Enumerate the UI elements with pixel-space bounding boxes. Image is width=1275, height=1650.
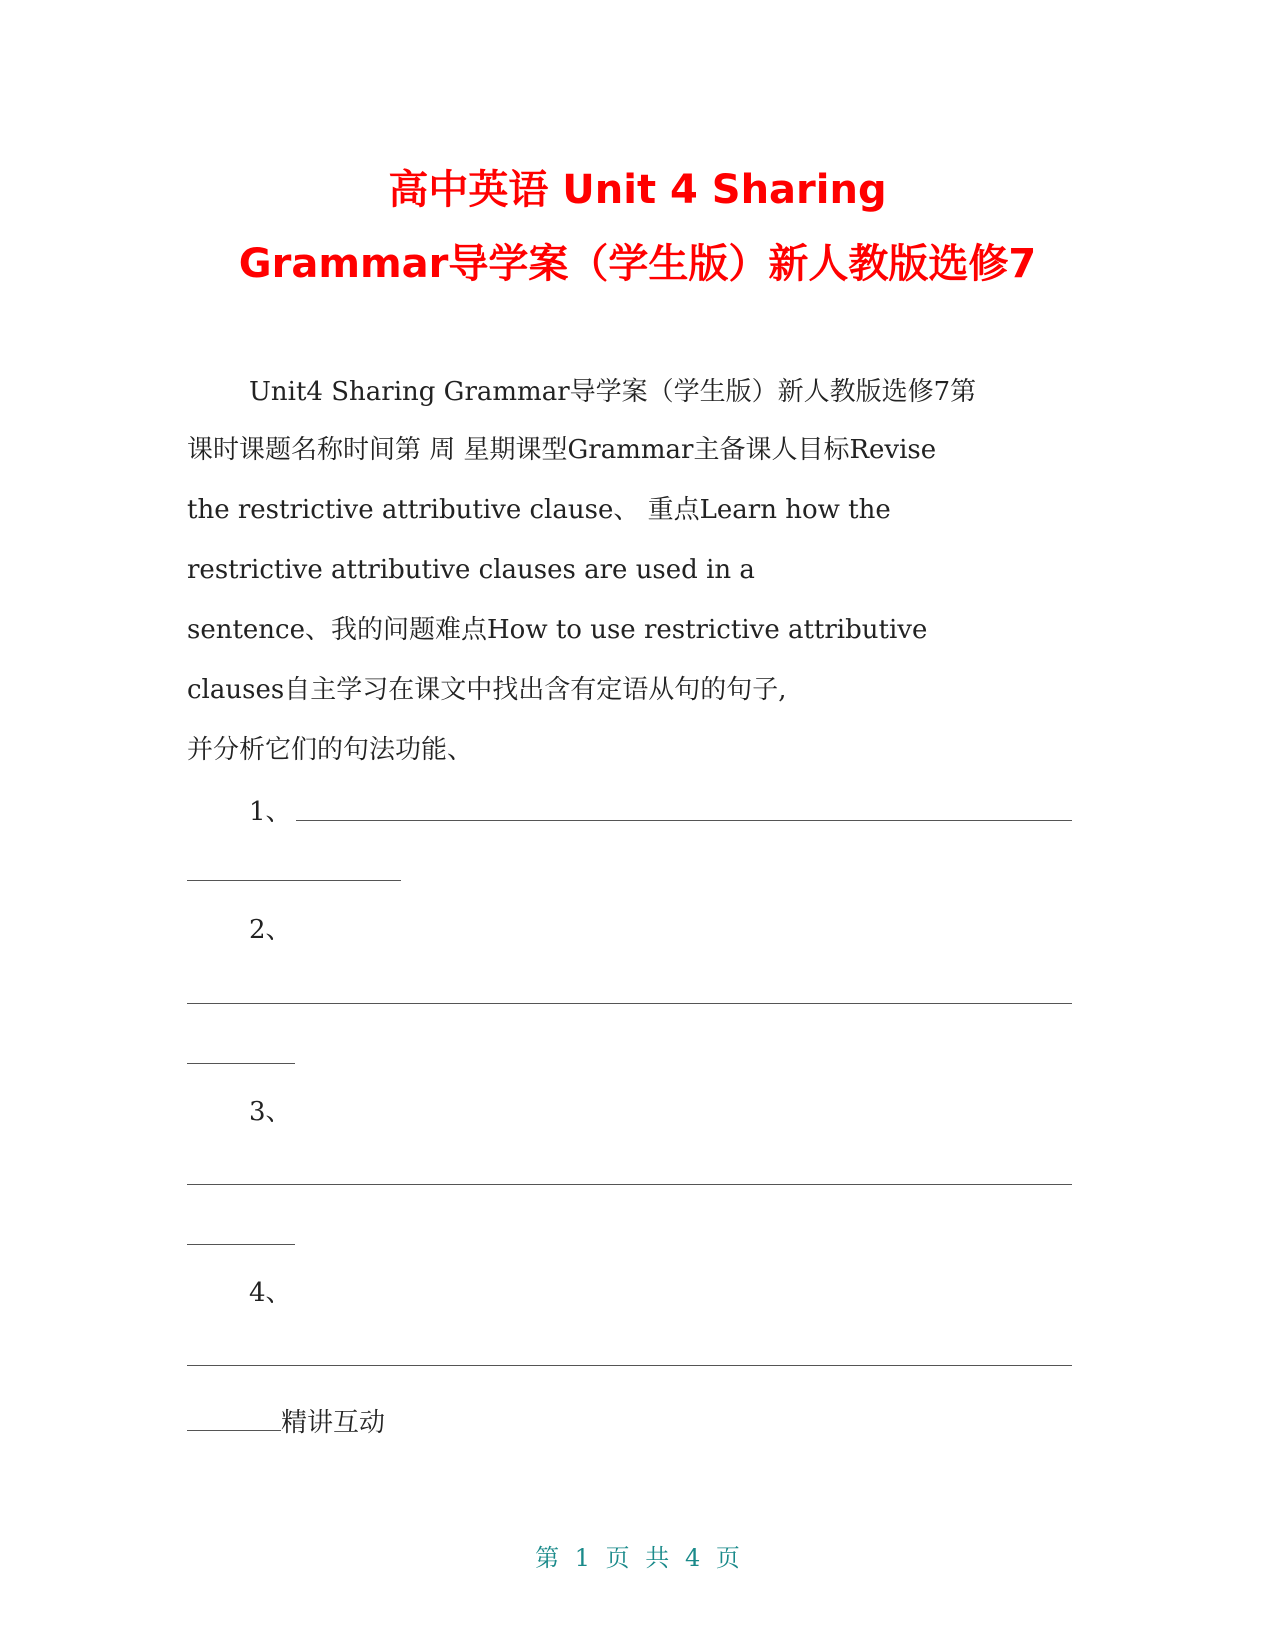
item-label: 4、: [249, 1278, 292, 1308]
document-title-line-2: Grammar导学案（学生版）新人教版选修7: [238, 241, 1037, 287]
section-heading: 精讲互动: [281, 1408, 386, 1438]
paragraph-line: 并分析它们的句法功能、: [187, 735, 474, 765]
answer-blank[interactable]: [187, 1410, 281, 1431]
paragraph-line: the restrictive attributive clause、 重点Learn how the: [187, 495, 891, 525]
page-footer: 第 1 页 共 4 页: [535, 1544, 740, 1572]
exercise-item-1: [249, 782, 1149, 842]
exercise-item-3: [249, 1082, 1149, 1142]
paragraph-line: clauses自主学习在课文中找出含有定语从句的句子,: [187, 675, 787, 705]
exercise-item-4: [249, 1263, 1149, 1323]
answer-line[interactable]: [187, 880, 401, 881]
exercise-item-2: [249, 900, 1149, 960]
answer-line[interactable]: [187, 1244, 295, 1245]
item-label: 2、: [249, 915, 292, 945]
paragraph-line: restrictive attributive clauses are used in a: [187, 555, 755, 585]
document-title-line-1: 高中英语 Unit 4 Sharing: [388, 167, 887, 213]
paragraph-line: sentence、我的问题难点How to use restrictive attributive: [187, 615, 928, 645]
item-label: 1、: [249, 797, 292, 827]
item-label: 3、: [249, 1097, 292, 1127]
trailing-line: [187, 1393, 1087, 1453]
answer-line[interactable]: [296, 820, 1072, 821]
paragraph-line: Unit4 Sharing Grammar导学案（学生版）新人教版选修7第: [249, 377, 977, 407]
answer-line[interactable]: [187, 1365, 1072, 1366]
answer-line[interactable]: [187, 1063, 295, 1064]
answer-line[interactable]: [187, 1184, 1072, 1185]
paragraph-line: 课时课题名称时间第 周 星期课型Grammar主备课人目标Revise: [187, 435, 937, 465]
answer-line[interactable]: [187, 1003, 1072, 1004]
